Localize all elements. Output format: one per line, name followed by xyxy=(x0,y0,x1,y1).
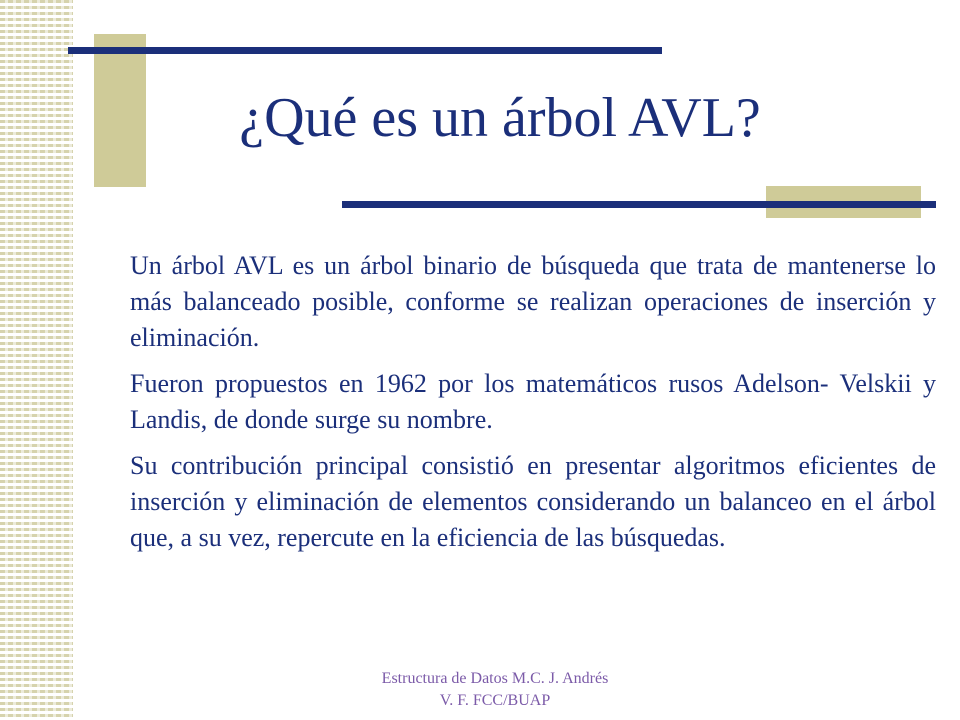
slide-footer xyxy=(330,668,660,712)
paragraph-contribution: Su contribución principal consistió en presentar algoritmos eficientes de inserción y eliminación de elementos considerando un balanceo en el árbol que, a su vez, repercute en la eficiencia de las búsquedas. xyxy=(130,451,936,552)
slide-title: ¿Qué es un árbol AVL? xyxy=(239,87,761,149)
decorative-stripes xyxy=(0,0,73,720)
paragraph-history: Fueron propuestos en 1962 por los matemáticos rusos Adelson- Velskii y Landis, de donde surge su nombre. xyxy=(130,369,936,434)
slide-body xyxy=(130,248,936,566)
decorative-bar-top xyxy=(68,47,662,54)
footer-line-1: Estructura de Datos M.C. J. Andrés xyxy=(381,670,609,687)
decorative-bar-right xyxy=(342,201,936,208)
paragraph-definition: Un árbol AVL es un árbol binario de búsqueda que trata de mantenerse lo más balanceado posible, conforme se realizan operaciones de inserción y eliminación. xyxy=(130,251,936,352)
decorative-block-top xyxy=(94,34,146,187)
footer-line-2: V. F. FCC/BUAP xyxy=(439,692,551,709)
